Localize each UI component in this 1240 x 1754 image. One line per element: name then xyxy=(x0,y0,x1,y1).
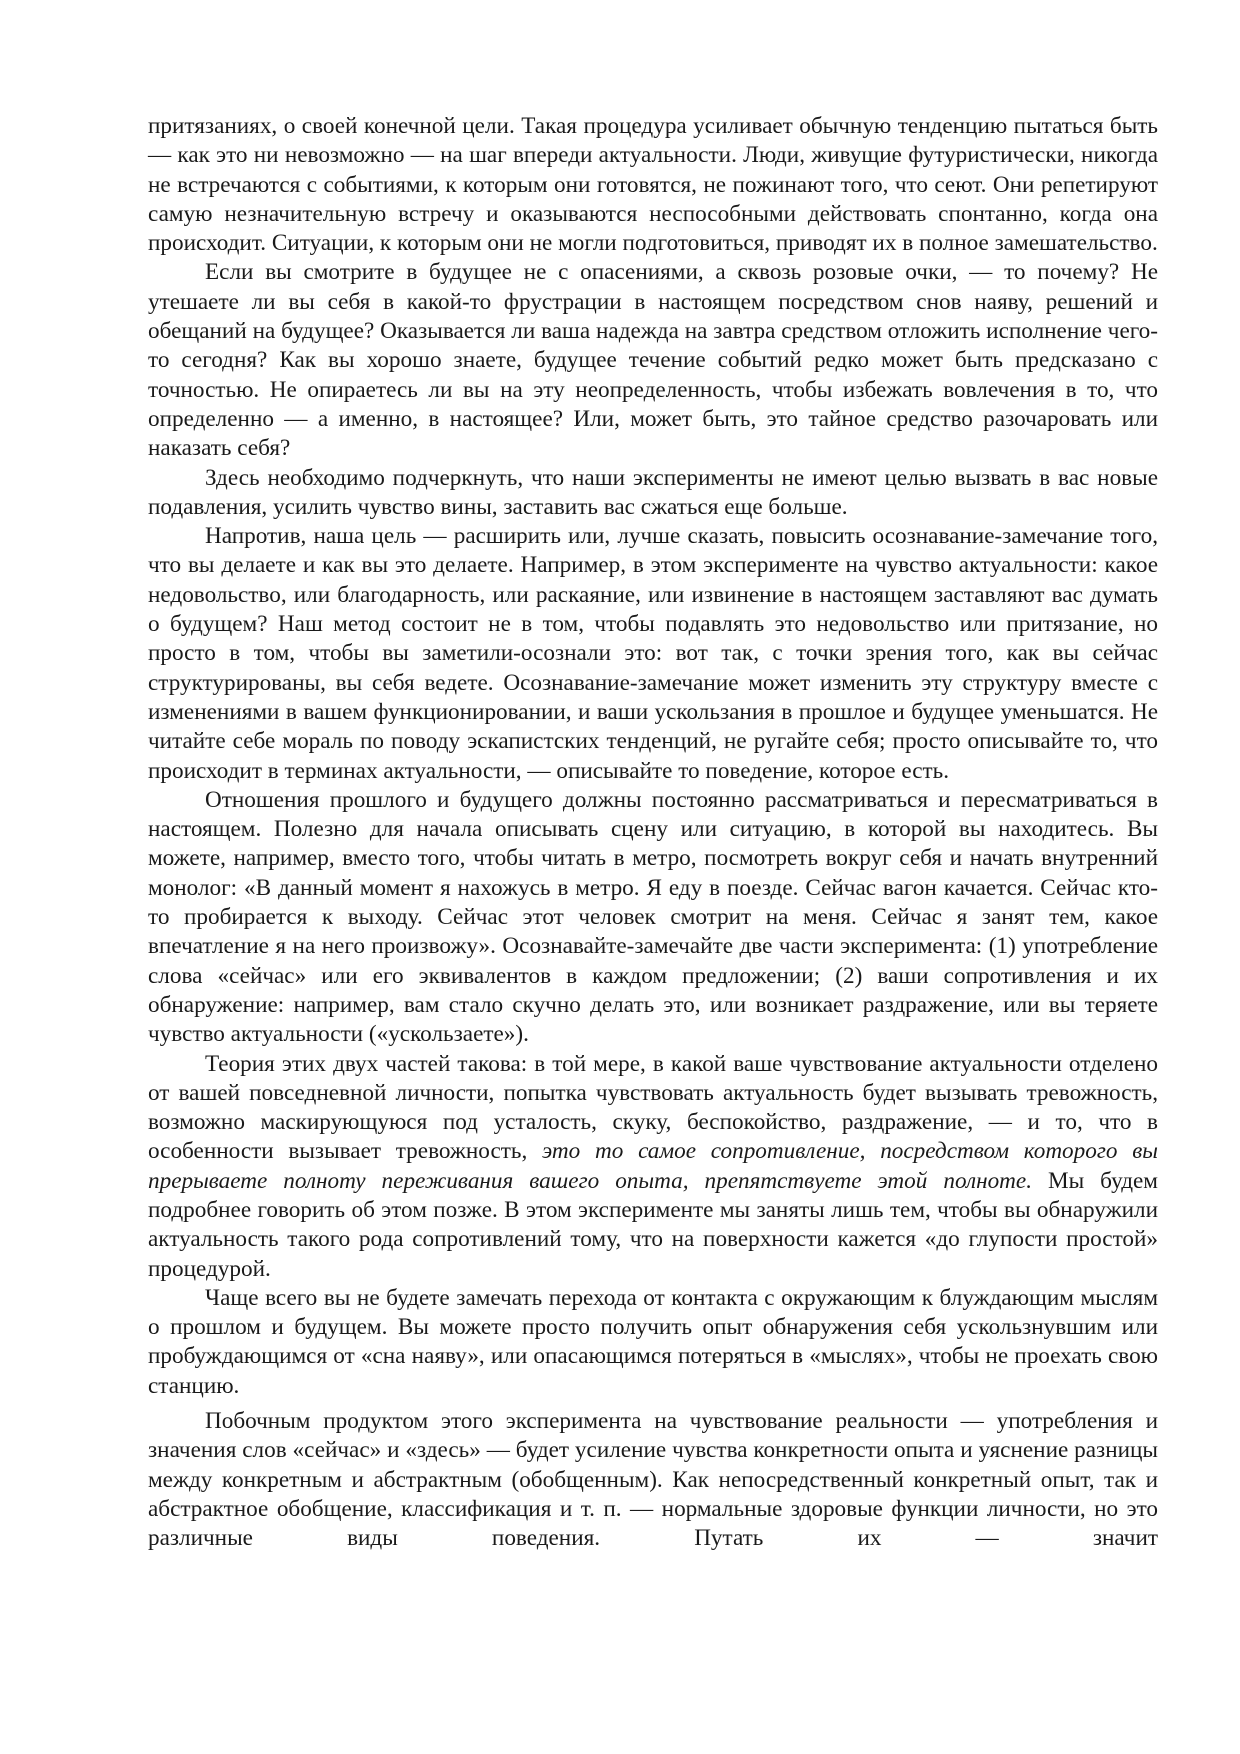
paragraph-3: Здесь необходимо подчеркнуть, что наши эксперименты не имеют целью вызвать в вас новые подавления, усилить чувство вины, заставить вас сжаться еще больше. xyxy=(148,464,1158,520)
paragraph-6-italic-text: это то самое сопротивление, посредством которого вы прерываете полноту переживания вашего опыта, препятствуете этой полноте. xyxy=(148,1138,1158,1194)
paragraph-4: Напротив, наша цель — расширить или, лучше сказать, повысить осознавание-замечание того, что вы делаете и как вы это делаете. Например, в этом эксперименте на чувство актуальности: какое недовольство, или благодарность, или раскаяние, или извинение в настоящем заставляют вас думать о будущем? Наш метод состоит не в том, чтобы подавлять это недовольство или притязание, но просто в том, чтобы вы заметили-осознали это: вот так, с точки зрения того, как вы сейчас структурированы, вы себя ведете. Осознавание-замечание может изменить эту структуру вместе с изменениями в вашем функционировании, и ваши ускользания в прошлое и будущее уменьшатся. Не читайте себе мораль по поводу эскапистских тенденций, не ругайте себя; просто описывайте то, что происходит в терминах актуальности, — описывайте то поведение, которое есть. xyxy=(148,523,1158,784)
paragraph-6-text-before: Теория этих двух частей такова: в той мере, в какой ваше чувствование актуальности отделено от вашей повседневной личности, попытка чувствовать актуальность будет вызывать тревожность, возможно маскирующуюся под усталость, скуку, беспокойство, раздражение, — и то, что в особенности вызывает тревожность, xyxy=(148,1050,1158,1165)
paragraph-1: притязаниях, о своей конечной цели. Такая процедура усиливает обычную тенденцию пытаться быть — как это ни невозможно — на шаг впереди актуальности. Люди, живущие футуристически, никогда не встречаются с событиями, к которым они готовятся, не пожинают того, что сеют. Они репетируют самую незначительную встречу и оказываются неспособными действовать спонтанно, когда она происходит. Ситуации, к которым они не могли подготовиться, приводят их в полное замешательство. xyxy=(148,113,1158,257)
paragraph-6 xyxy=(148,1050,1158,1284)
paragraph-7: Чаще всего вы не будете замечать перехода от контакта с окружающим к блуждающим мыслям о прошлом и будущем. Вы можете просто получить опыт обнаружения себя ускользнувшим или пробуждающимся от «сна наяву», или опасающимся потеряться в «мыслях», чтобы не проехать свою станцию. xyxy=(148,1284,1158,1399)
paragraph-8: Побочным продуктом этого эксперимента на чувствование реальности — употребления и значения слов «сейчас» и «здесь» — будет усиление чувства конкретности опыта и уяснение разницы между конкретным и абстрактным (обобщенным). Как непосредственный конкретный опыт, так и абстрактное обобщение, классификация и т. п. — нормальные здоровые функции личности, но это различные виды поведения. Путать их — значит xyxy=(148,1408,1158,1552)
paragraph-2: Если вы смотрите в будущее не с опасениями, а сквозь розовые очки, — то почему? Не утешаете ли вы себя в какой-то фрустрации в настоящем посредством снов наяву, решений и обещаний на будущее? Оказывается ли ваша надежда на завтра средством отложить исполнение чего-то сегодня? Как вы хорошо знаете, будущее течение событий редко может быть предсказано с точностью. Не опираетесь ли вы на эту неопределенность, чтобы избежать вовлечения в то, что определенно — а именно, в настоящее? Или, может быть, это тайное средство разочаровать или наказать себя? xyxy=(148,259,1158,462)
paragraph-5: Отношения прошлого и будущего должны постоянно рассматриваться и пересматриваться в настоящем. Полезно для начала описывать сцену или ситуацию, в которой вы находитесь. Вы можете, например, вместо того, чтобы читать в метро, посмотреть вокруг себя и начать внутренний монолог: «В данный момент я нахожусь в метро. Я еду в поезде. Сейчас вагон качается. Сейчас кто-то пробирается к выходу. Сейчас этот человек смотрит на меня. Сейчас я занят тем, какое впечатление я на него произвожу». Осознавайте-замечайте две части эксперимента: (1) употребление слова «сейчас» или его эквивалентов в каждом предложении; (2) ваши сопротивления и их обнаружение: например, вам стало скучно делать это, или возникает раздражение, или вы теряете чувство актуальности («ускользаете»). xyxy=(148,786,1158,1048)
document-page xyxy=(148,112,1158,1554)
paragraph-6-text-after: Мы будем подробнее говорить об этом позже. В этом эксперименте мы заняты лишь тем, чтобы вы обнаружили актуальность такого рода сопротивлений тому, что на поверхности кажется «до глупости простой» процедурой. xyxy=(148,1167,1158,1282)
